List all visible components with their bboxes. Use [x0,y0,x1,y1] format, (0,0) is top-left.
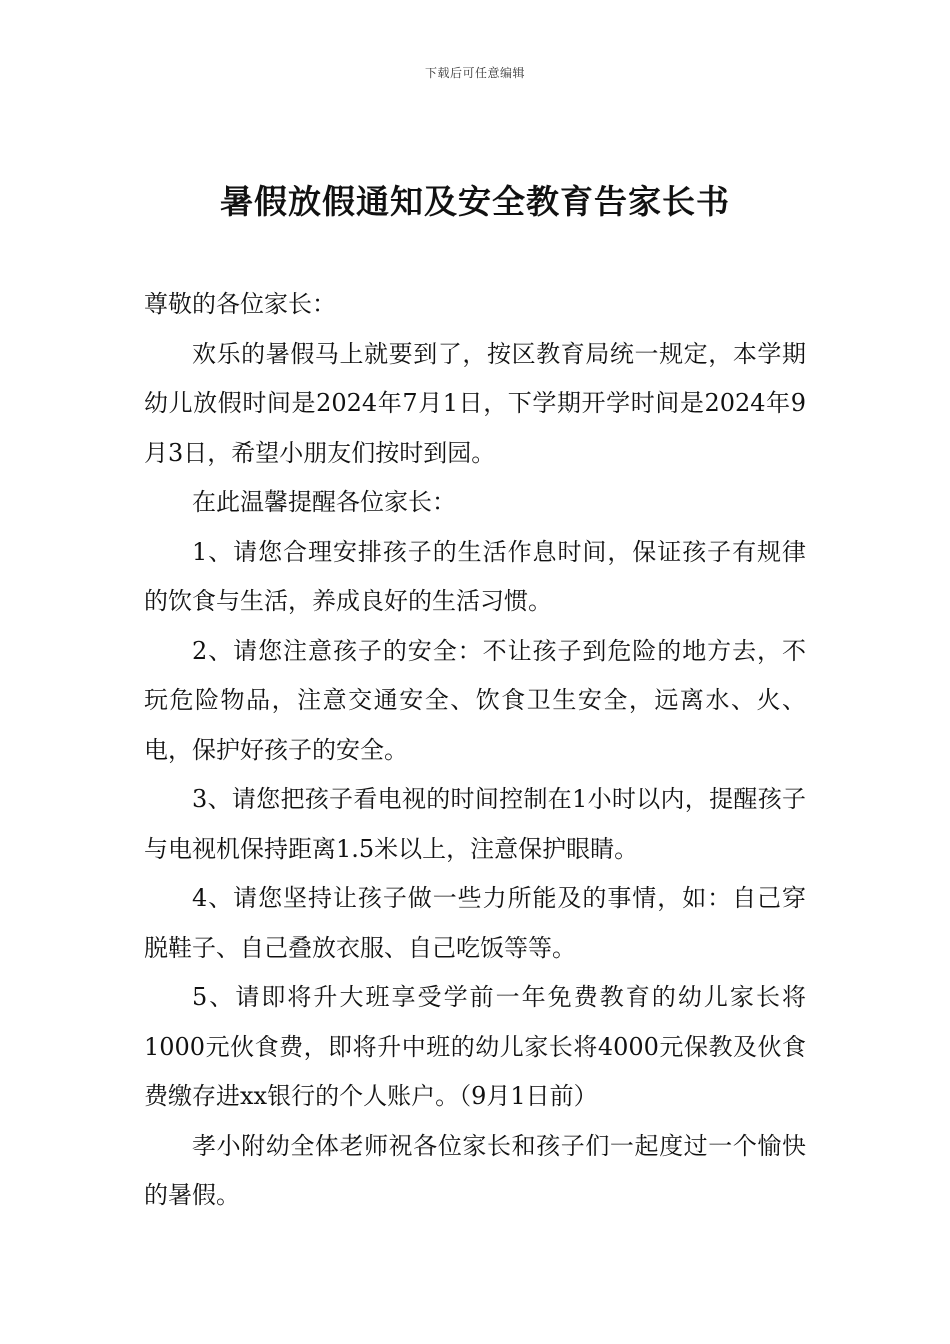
paragraph-announcement: 欢乐的暑假马上就要到了，按区教育局统一规定，本学期幼儿放假时间是2024年7月1日，下学期开学时间是2024年9月3日，希望小朋友们按时到园。 [144,339,806,467]
paragraph-item-4: 4、请您坚持让孩子做一些力所能及的事情，如：自己穿脱鞋子、自己叠放衣服、自己吃饭等等。 [144,884,806,962]
paragraph-item-2: 2、请您注意孩子的安全：不让孩子到危险的地方去，不玩危险物品，注意交通安全、饮食卫生安全，远离水、火、电，保护好孩子的安全。 [144,636,806,764]
paragraph-closing: 孝小附幼全体老师祝各位家长和孩子们一起度过一个愉快的暑假。 [144,1131,806,1209]
document-title: 暑假放假通知及安全教育告家长书 [220,182,730,221]
paragraph-item-3: 3、请您把孩子看电视的时间控制在1小时以内，提醒孩子与电视机保持距离1.5米以上，注意保护眼睛。 [144,785,806,863]
salutation: 尊敬的各位家长： [144,290,336,318]
paragraph-reminder-intro: 在此温馨提醒各位家长： [192,488,456,516]
document-body [144,280,806,1221]
paragraph-item-5: 5、请即将升大班享受学前一年免费教育的幼儿家长将1000元伙食费，即将升中班的幼儿家长将4000元保教及伙食费缴存进xx银行的个人账户。（9月1日前） [144,983,806,1110]
header-note: 下载后可任意编辑 [424,66,525,80]
paragraph-item-1: 1、请您合理安排孩子的生活作息时间，保证孩子有规律的饮食与生活，养成良好的生活习惯。 [144,537,806,615]
